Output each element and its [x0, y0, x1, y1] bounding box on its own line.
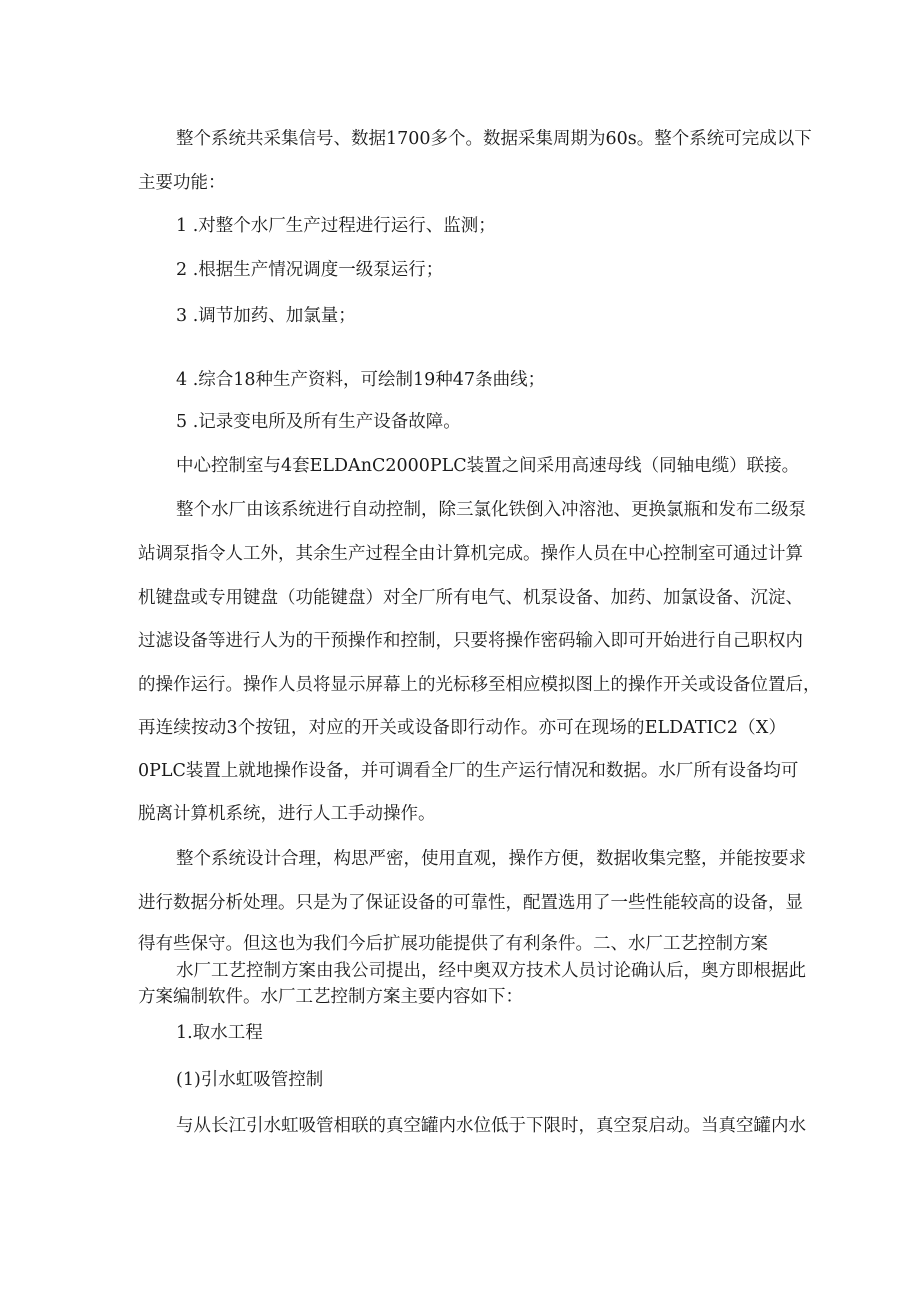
paragraph-scheme-line-1: 水厂工艺控制方案由我公司提出，经中奥双方技术人员讨论确认后，奥方即根据此	[176, 961, 806, 981]
paragraph-control-room: 中心控制室与4套ELDAnC2000PLC装置之间采用高速母线（同轴电缆）联接。	[176, 456, 800, 476]
paragraph-evaluation-line-1: 整个系统设计合理，构思严密，使用直观，操作方便，数据收集完整，并能按要求	[176, 849, 806, 869]
paragraph-scheme-line-2: 方案编制软件。水厂工艺控制方案主要内容如下：	[138, 987, 523, 1007]
paragraph-auto-control-line-4: 过滤设备等进行人为的干预操作和控制，只要将操作密码输入即可开始进行自己职权内	[138, 631, 803, 651]
paragraph-auto-control-line-5: 的操作运行。操作人员将显示屏幕上的光标移至相应模拟图上的操作开关或设备位置后，	[138, 675, 821, 695]
paragraph-intro-line-1: 整个系统共采集信号、数据1700多个。数据采集周期为60s。整个系统可完成以下	[176, 129, 812, 149]
function-item-3: 3 .调节加药、加氯量；	[176, 306, 356, 326]
paragraph-auto-control-line-8: 脱离计算机系统，进行人工手动操作。	[138, 804, 436, 824]
paragraph-siphon-line-1: 与从长江引水虹吸管相联的真空罐内水位低于下限时，真空泵启动。当真空罐内水	[176, 1116, 806, 1136]
section-heading-water-intake: 1.取水工程	[176, 1023, 263, 1043]
paragraph-evaluation-line-2: 进行数据分析处理。只是为了保证设备的可靠性，配置选用了一些性能较高的设备，显	[138, 893, 803, 913]
paragraph-evaluation-line-3: 得有些保守。但这也为我们今后扩展功能提供了有利条件。二、水厂工艺控制方案	[138, 934, 768, 954]
paragraph-auto-control-line-7: 0PLC装置上就地操作设备，并可调看全厂的生产运行情况和数据。水厂所有设备均可	[138, 761, 799, 781]
paragraph-auto-control-line-3: 机键盘或专用键盘（功能键盘）对全厂所有电气、机泵设备、加药、加氯设备、沉淀、	[138, 588, 803, 608]
function-item-2: 2 .根据生产情况调度一级泵运行；	[176, 260, 444, 280]
paragraph-intro-line-2: 主要功能：	[138, 173, 226, 193]
function-item-5: 5 .记录变电所及所有生产设备故障。	[176, 412, 461, 432]
subsection-heading-siphon-control: (1)引水虹吸管控制	[176, 1070, 324, 1090]
function-item-1: 1 .对整个水厂生产过程进行运行、监测；	[176, 216, 496, 236]
paragraph-auto-control-line-2: 站调泵指令人工外，其余生产过程全由计算机完成。操作人员在中心控制室可通过计算	[138, 544, 803, 564]
function-item-4: 4 .综合18种生产资料，可绘制19种47条曲线；	[176, 370, 546, 390]
paragraph-auto-control-line-6: 再连续按动3个按钮，对应的开关或设备即行动作。亦可在现场的ELDATIC2（X）	[138, 718, 786, 738]
paragraph-auto-control-line-1: 整个水厂由该系统进行自动控制，除三氯化铁倒入冲溶池、更换氯瓶和发布二级泵	[176, 500, 806, 520]
